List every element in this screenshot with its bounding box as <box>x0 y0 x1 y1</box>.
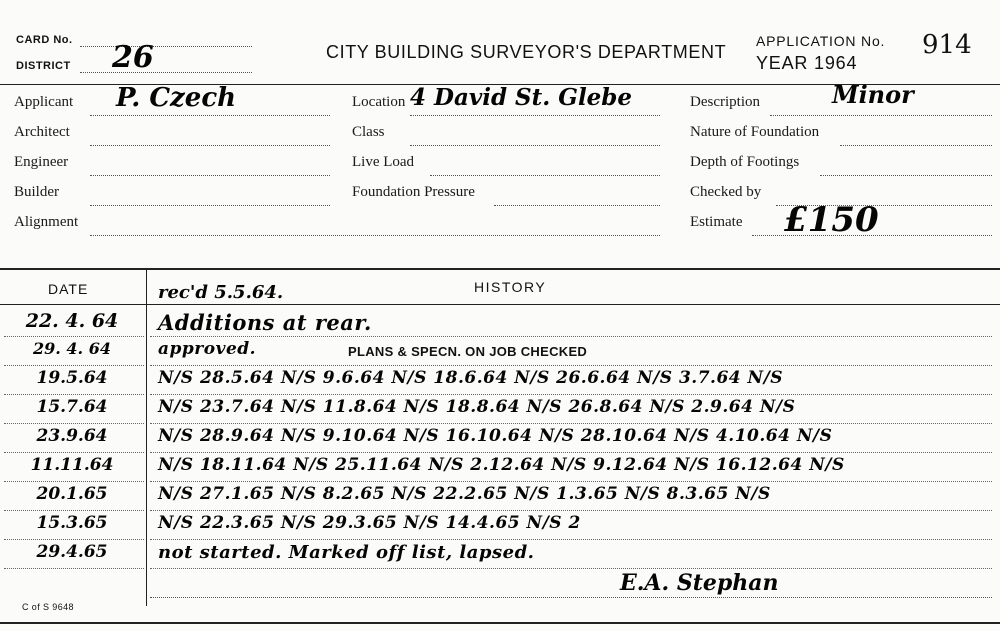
alignment-label: Alignment <box>14 214 79 230</box>
history-date: 22. 4. 64 <box>25 310 119 332</box>
history-entry: N/S 28.9.64 N/S 9.10.64 N/S 16.10.64 N/S 28.10.64 N/S 4.10.64 N/S <box>158 426 833 446</box>
architect-line <box>90 145 330 146</box>
district-label: DISTRICT <box>16 60 71 72</box>
history-row <box>0 395 1000 424</box>
estimate-value: £150 <box>784 200 879 240</box>
builder-line <box>90 205 330 206</box>
history-row <box>0 424 1000 453</box>
history-date: 29.4.65 <box>36 542 108 562</box>
history-header-rule <box>0 304 1000 305</box>
history-entry: Additions at rear. <box>158 310 372 335</box>
signature-rule <box>150 597 992 598</box>
card-no-label: CARD No. <box>16 34 73 46</box>
description-value: Minor <box>832 80 914 109</box>
date-rule <box>4 568 144 569</box>
card-no-line <box>80 46 252 47</box>
application-number: 914 <box>922 30 972 60</box>
foundation-pressure-label: Foundation Pressure <box>352 184 475 200</box>
history-row <box>0 308 1000 337</box>
history-date: 11.11.64 <box>30 455 114 475</box>
history-entry: N/S 27.1.65 N/S 8.2.65 N/S 22.2.65 N/S 1.3.65 N/S 8.3.65 N/S <box>158 484 771 504</box>
history-date: 15.3.65 <box>36 513 108 533</box>
district-value: 26 <box>112 40 154 75</box>
applicant-line <box>90 115 330 116</box>
history-header: HISTORY <box>474 279 547 295</box>
history-entry: not started. Marked off list, lapsed. <box>158 542 535 563</box>
date-header: DATE <box>48 281 89 297</box>
history-entry: approved. <box>158 339 257 359</box>
location-label: Location <box>352 94 406 110</box>
history-entry: N/S 22.3.65 N/S 29.3.65 N/S 14.4.65 N/S 2 <box>158 513 581 533</box>
live-load-line <box>430 175 660 176</box>
engineer-label: Engineer <box>14 154 69 170</box>
location-line <box>410 115 660 116</box>
description-label: Description <box>690 94 760 110</box>
history-top-rule <box>0 268 1000 270</box>
history-date: 19.5.64 <box>36 368 108 388</box>
signature: E.A. Stephan <box>620 570 779 596</box>
history-entry: N/S 28.5.64 N/S 9.6.64 N/S 18.6.64 N/S 26.6.64 N/S 3.7.64 N/S <box>158 368 784 388</box>
form-code: C of S 9648 <box>22 602 74 612</box>
application-label: APPLICATION No. <box>756 33 886 49</box>
history-row <box>0 337 1000 366</box>
history-row <box>0 540 1000 569</box>
history-date: 23.9.64 <box>36 426 108 446</box>
alignment-line <box>90 235 660 236</box>
depth-of-footings-line <box>820 175 992 176</box>
estimate-label: Estimate <box>690 214 743 230</box>
class-line <box>410 145 660 146</box>
history-date: 15.7.64 <box>36 397 108 417</box>
history-row <box>0 366 1000 395</box>
checked-by-label: Checked by <box>690 184 762 200</box>
history-entry: N/S 18.11.64 N/S 25.11.64 N/S 2.12.64 N/S 9.12.64 N/S 16.12.64 N/S <box>158 455 845 475</box>
received-note: rec'd 5.5.64. <box>158 282 284 303</box>
history-row <box>0 482 1000 511</box>
entry-rule <box>150 568 992 569</box>
history-row <box>0 511 1000 540</box>
applicant-label: Applicant <box>14 94 74 110</box>
estimate-line <box>752 235 992 236</box>
engineer-line <box>90 175 330 176</box>
depth-of-footings-label: Depth of Footings <box>690 154 800 170</box>
department-title: CITY BUILDING SURVEYOR'S DEPARTMENT <box>326 42 727 62</box>
builder-label: Builder <box>14 184 59 200</box>
nature-of-foundation-line <box>840 145 992 146</box>
year-label: YEAR 1964 <box>756 53 858 73</box>
live-load-label: Live Load <box>352 154 415 170</box>
district-line <box>80 72 252 73</box>
applicant-value: P. Czech <box>116 83 237 113</box>
location-value: 4 David St. Glebe <box>410 84 633 111</box>
checked-stamp: PLANS & SPECN. ON JOB CHECKED <box>348 344 588 359</box>
history-row <box>0 453 1000 482</box>
architect-label: Architect <box>14 124 70 140</box>
foundation-pressure-line <box>494 205 660 206</box>
card-bottom-edge <box>0 622 1000 624</box>
history-date: 20.1.65 <box>36 484 108 504</box>
nature-of-foundation-label: Nature of Foundation <box>690 124 820 140</box>
history-date: 29. 4. 64 <box>33 339 111 358</box>
description-line <box>770 115 992 116</box>
class-label: Class <box>352 124 385 140</box>
history-entry: N/S 23.7.64 N/S 11.8.64 N/S 18.8.64 N/S 26.8.64 N/S 2.9.64 N/S <box>158 397 796 417</box>
